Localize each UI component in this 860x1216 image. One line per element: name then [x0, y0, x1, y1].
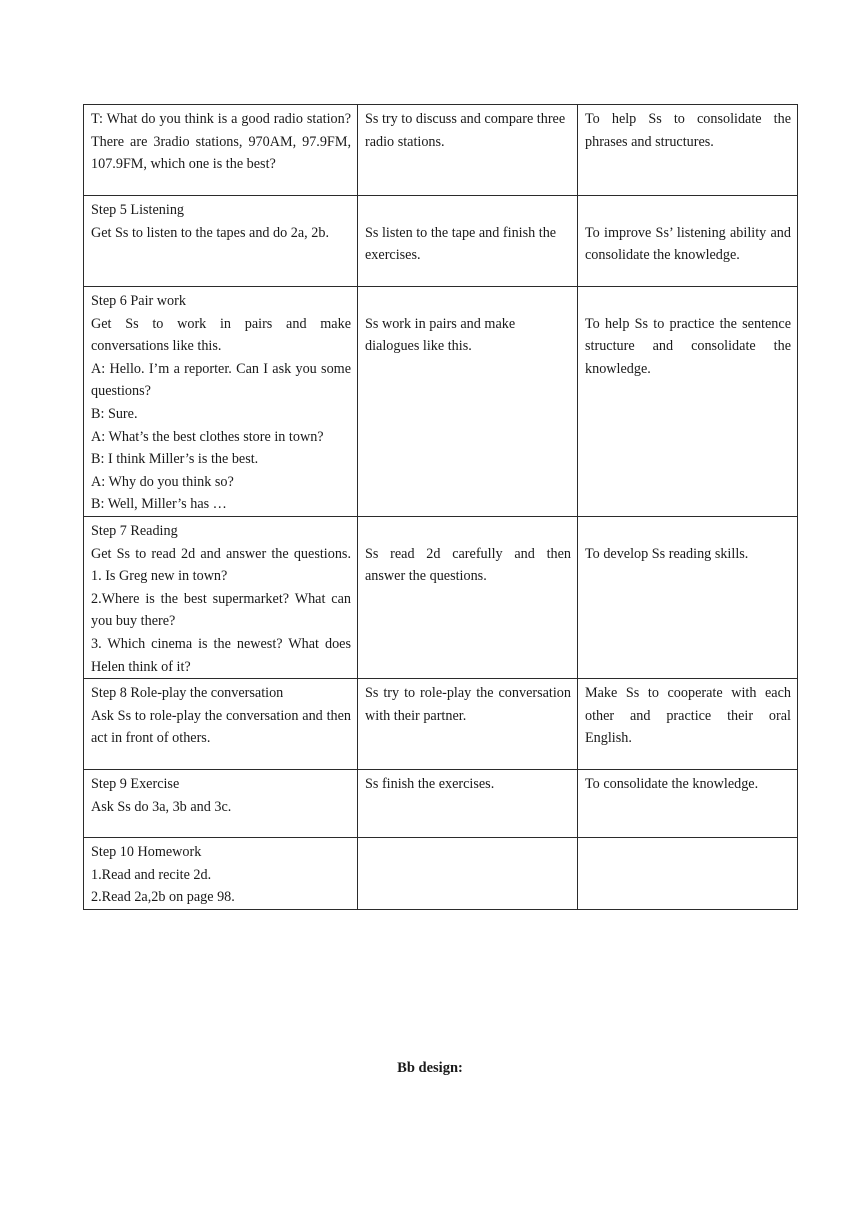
activity-text: Ask Ss do 3a, 3b and 3c. [91, 798, 232, 815]
dialogue-line: B: I think Miller’s is the best. [91, 451, 259, 468]
activity-cell [84, 838, 358, 910]
purpose-text: Make Ss to cooperate with each other and practice their oral English. [585, 685, 791, 747]
purpose-text: To improve Ss’ listening ability and consolidate the knowledge. [585, 224, 791, 264]
dialogue-line: A: Why do you think so? [91, 473, 234, 490]
activity-cell [84, 679, 358, 770]
activity-text: Get Ss to work in pairs and make conversations like this. [91, 315, 351, 355]
table-row [84, 516, 798, 678]
question-line: 2.Where is the best supermarket? What can you buy there? [91, 590, 351, 630]
dialogue-line: B: Well, Miller’s has … [91, 496, 227, 513]
purpose-cell [578, 679, 798, 770]
activity-text: Get Ss to listen to the tapes and do 2a, 2b. [91, 224, 330, 241]
step-title: Step 9 Exercise [91, 776, 180, 793]
activity-text: Get Ss to read 2d and answer the questions. 1. Is Greg new in town? [91, 545, 351, 585]
purpose-cell [578, 196, 798, 287]
step-title: Step 10 Homework [91, 844, 202, 861]
step-title: Step 5 Listening [91, 202, 185, 218]
activity-text: T: What do you think is a good radio station? There are 3radio stations, 970AM, 97.9FM, 107.9FM, which one is the best? [91, 111, 351, 173]
students-text: Ss listen to the tape and finish the exercises. [365, 224, 557, 264]
students-cell [358, 838, 578, 910]
table-row [84, 838, 798, 910]
activity-text: Ask Ss to role-play the conversation and then act in front of others. [91, 707, 351, 747]
table-row [84, 679, 798, 770]
table-row [84, 287, 798, 517]
purpose-text: To consolidate the knowledge. [585, 776, 759, 793]
activity-cell [84, 105, 358, 196]
purpose-text: To develop Ss reading skills. [585, 545, 749, 562]
question-line: 3. Which cinema is the newest? What does Helen think of it? [91, 635, 351, 675]
dialogue-line: A: Hello. I’m a reporter. Can I ask you some questions? [91, 360, 351, 400]
purpose-cell [578, 516, 798, 678]
dialogue-line: B: Sure. [91, 405, 138, 422]
activity-cell [84, 770, 358, 838]
activity-cell [84, 516, 358, 678]
students-cell [358, 105, 578, 196]
lesson-plan-table [83, 104, 798, 910]
students-text: Ss finish the exercises. [365, 776, 495, 793]
table-row [84, 196, 798, 287]
students-text: Ss work in pairs and make dialogues like this. [365, 315, 516, 355]
students-text: Ss try to role-play the conversation with their partner. [365, 685, 571, 724]
table-row [84, 105, 798, 196]
students-cell [358, 287, 578, 517]
students-cell [358, 770, 578, 838]
step-title: Step 8 Role-play the conversation [91, 685, 284, 702]
purpose-text: To help Ss to consolidate the phrases and structures. [585, 111, 791, 150]
students-cell [358, 516, 578, 678]
purpose-text: To help Ss to practice the sentence structure and consolidate the knowledge. [585, 315, 791, 377]
students-text: Ss try to discuss and compare three radio stations. [365, 111, 566, 150]
students-cell [358, 196, 578, 287]
purpose-cell [578, 770, 798, 838]
students-cell [358, 679, 578, 770]
bb-design-heading: Bb design: [397, 1060, 463, 1076]
students-text: Ss read 2d carefully and then answer the questions. [365, 545, 571, 585]
activity-cell [84, 287, 358, 517]
purpose-cell [578, 838, 798, 910]
activity-cell [84, 196, 358, 287]
table-row [84, 770, 798, 838]
purpose-cell [578, 105, 798, 196]
purpose-cell [578, 287, 798, 517]
step-title: Step 7 Reading [91, 522, 178, 539]
homework-line: 2.Read 2a,2b on page 98. [91, 889, 235, 906]
step-title: Step 6 Pair work [91, 293, 186, 309]
homework-line: 1.Read and recite 2d. [91, 866, 212, 883]
dialogue-line: A: What’s the best clothes store in town? [91, 428, 324, 445]
